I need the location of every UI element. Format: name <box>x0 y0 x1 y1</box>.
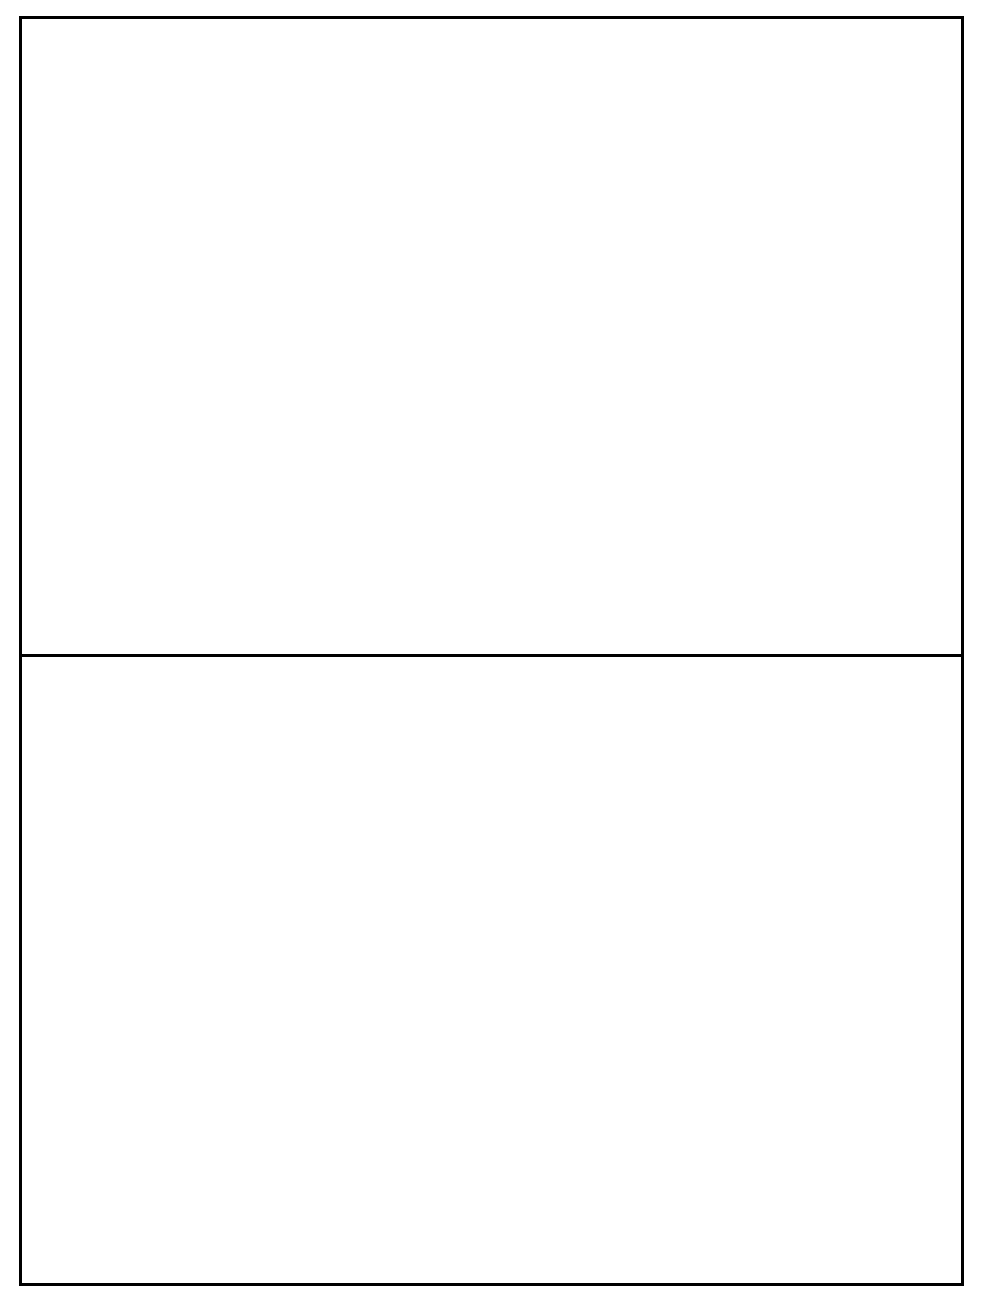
scripture-title <box>869 138 909 638</box>
top-panel <box>19 16 964 654</box>
top-text-block <box>869 138 909 638</box>
bottom-panel <box>19 654 964 1286</box>
